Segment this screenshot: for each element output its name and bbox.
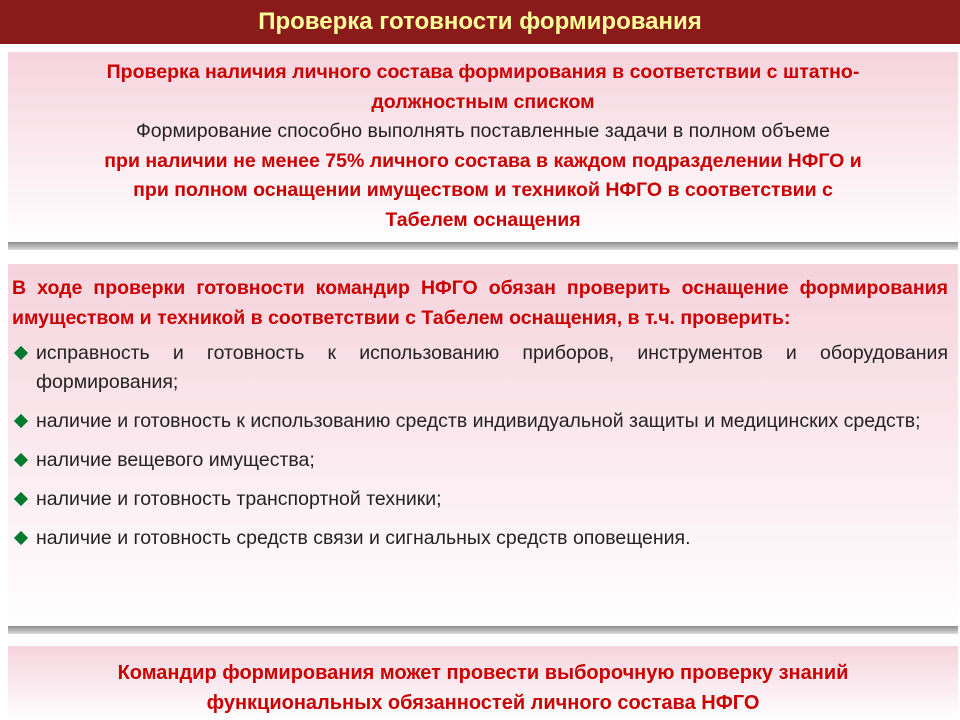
commander-note-panel	[8, 646, 958, 720]
list-item	[12, 485, 948, 514]
diamond-bullet-icon	[14, 453, 28, 467]
equipment-check-list	[8, 339, 958, 553]
section-divider	[8, 242, 958, 250]
diamond-bullet-icon	[14, 346, 28, 360]
list-item	[12, 339, 948, 397]
commander-note	[8, 646, 958, 718]
list-item	[12, 407, 948, 436]
list-item-text: наличие и готовность транспортной техники;	[36, 488, 442, 510]
diamond-bullet-icon	[14, 492, 28, 506]
diamond-bullet-icon	[14, 414, 28, 428]
commander-note-line-2: функциональных обязанностей личного состава НФГО	[206, 692, 760, 714]
equipment-check-intro: В ходе проверки готовности командир НФГО обязан проверить оснащение формирования имуществом и техникой в соответствии с Табелем оснащения, в т.ч. проверить:	[12, 277, 948, 329]
list-item-text: исправность и готовность к использованию приборов, инструментов и оборудования формирования;	[36, 342, 948, 393]
readiness-criteria-panel	[8, 52, 958, 242]
slide-header	[0, 0, 960, 44]
condition-line-1: при наличии не менее 75% личного состава в каждом подразделении НФГО и	[104, 149, 862, 172]
equipment-check-panel	[8, 264, 958, 628]
commander-note-line-1: Командир формирования может провести выборочную проверку знаний	[117, 662, 849, 684]
list-item-text: наличие и готовность средств связи и сигнальных средств оповещения.	[36, 527, 691, 549]
readiness-criteria-text	[8, 52, 958, 235]
personnel-check-line-2: должностным списком	[371, 90, 595, 113]
list-item	[12, 446, 948, 475]
list-item-text: наличие вещевого имущества;	[36, 449, 315, 471]
section-divider	[8, 626, 958, 634]
slide-title: Проверка готовности формирования	[258, 8, 702, 35]
capability-line: Формирование способно выполнять поставленные задачи в полном объеме	[135, 120, 831, 142]
personnel-check-line-1: Проверка наличия личного состава формирования в соответствии с штатно-	[106, 61, 860, 83]
condition-line-2: при полном оснащении имуществом и техникой НФГО в соответствии с	[133, 179, 833, 201]
list-item-text: наличие и готовность к использованию средств индивидуальной защиты и медицинских средств;	[36, 410, 921, 432]
diamond-bullet-icon	[14, 531, 28, 545]
condition-line-3: Табелем оснащения	[385, 208, 581, 231]
list-item	[12, 524, 948, 553]
